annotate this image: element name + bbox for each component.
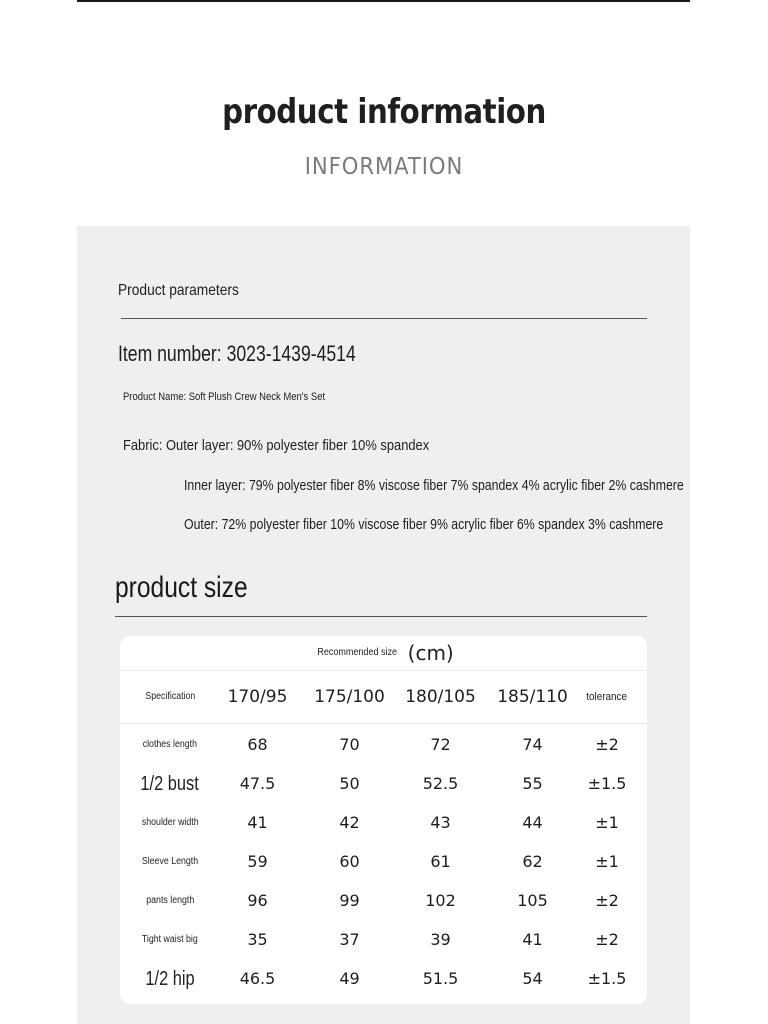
row-label: shoulder width — [141, 816, 199, 828]
table-cell: 105 — [517, 891, 548, 910]
tolerance-cell: ±1 — [595, 852, 619, 871]
table-row — [120, 764, 647, 803]
row-label: Tight waist big — [142, 933, 198, 945]
tolerance-cell: ±2 — [595, 930, 619, 949]
spec-header: Specification — [145, 691, 195, 702]
top-divider — [77, 0, 690, 2]
table-row — [120, 881, 647, 920]
parameters-heading: Product parameters — [118, 282, 239, 299]
size-table-caption — [120, 636, 647, 671]
table-cell: 60 — [339, 852, 360, 871]
table-row — [120, 959, 647, 998]
table-row — [120, 920, 647, 959]
table-cell: 41 — [522, 930, 543, 949]
column-header: 180/105 — [405, 687, 476, 707]
table-cell: 41 — [247, 813, 268, 832]
table-cell: 39 — [430, 930, 451, 949]
row-label: 1/2 hip — [145, 967, 195, 990]
table-cell: 37 — [339, 930, 360, 949]
tolerance-cell: ±1.5 — [587, 774, 627, 793]
table-cell: 96 — [247, 891, 268, 910]
outer-composition: Outer: 72% polyester fiber 10% viscose fiber 9% acrylic fiber 6% spandex 3% cashmere — [184, 516, 664, 533]
table-cell: 99 — [339, 891, 360, 910]
item-number: Item number: 3023-1439-4514 — [118, 341, 356, 366]
inner-layer-composition: Inner layer: 79% polyester fiber 8% viscose fiber 7% spandex 4% acrylic fiber 2% cashmere — [184, 477, 684, 494]
row-label: Sleeve Length — [141, 855, 199, 867]
column-header: 170/95 — [227, 687, 288, 707]
tolerance-cell: ±2 — [595, 735, 619, 754]
info-panel — [77, 226, 690, 1024]
table-cell: 68 — [247, 735, 268, 754]
product-name: Product Name: Soft Plush Crew Neck Men's Set — [123, 391, 326, 403]
table-cell: 74 — [522, 735, 543, 754]
column-header: 185/110 — [497, 687, 568, 707]
table-cell: 52.5 — [422, 774, 459, 793]
page-subtitle: INFORMATION — [304, 154, 464, 180]
size-table-header — [120, 671, 647, 724]
page-title: product information — [222, 92, 546, 132]
tolerance-cell: ±1 — [595, 813, 619, 832]
table-cell: 42 — [339, 813, 360, 832]
table-row — [120, 725, 647, 764]
table-row — [120, 842, 647, 881]
table-cell: 72 — [430, 735, 451, 754]
table-cell: 61 — [430, 852, 451, 871]
tolerance-cell: ±1.5 — [587, 969, 627, 988]
size-divider — [115, 616, 647, 617]
table-cell: 51.5 — [422, 969, 459, 988]
unit-label: (cm) — [407, 641, 454, 665]
table-cell: 46.5 — [239, 969, 276, 988]
table-row — [120, 803, 647, 842]
table-cell: 49 — [339, 969, 360, 988]
table-cell: 102 — [425, 891, 456, 910]
table-cell: 35 — [247, 930, 268, 949]
table-cell: 70 — [339, 735, 360, 754]
size-table — [120, 636, 647, 1004]
parameters-divider — [121, 318, 647, 319]
table-cell: 62 — [522, 852, 543, 871]
table-cell: 59 — [247, 852, 268, 871]
table-cell: 47.5 — [239, 774, 276, 793]
tolerance-cell: ±2 — [595, 891, 619, 910]
column-header: 175/100 — [314, 687, 385, 707]
recommended-size-label: Recommended size — [317, 647, 398, 658]
table-cell: 44 — [522, 813, 543, 832]
tolerance-header: tolerance — [586, 691, 628, 703]
size-heading: product size — [115, 571, 248, 604]
row-label: clothes length — [142, 738, 198, 750]
row-label: 1/2 bust — [140, 772, 200, 795]
table-cell: 55 — [522, 774, 543, 793]
table-cell: 50 — [339, 774, 360, 793]
table-cell: 54 — [522, 969, 543, 988]
row-label: pants length — [146, 894, 194, 906]
fabric-composition: Fabric: Outer layer: 90% polyester fiber 10% spandex — [123, 437, 430, 454]
table-cell: 43 — [430, 813, 451, 832]
